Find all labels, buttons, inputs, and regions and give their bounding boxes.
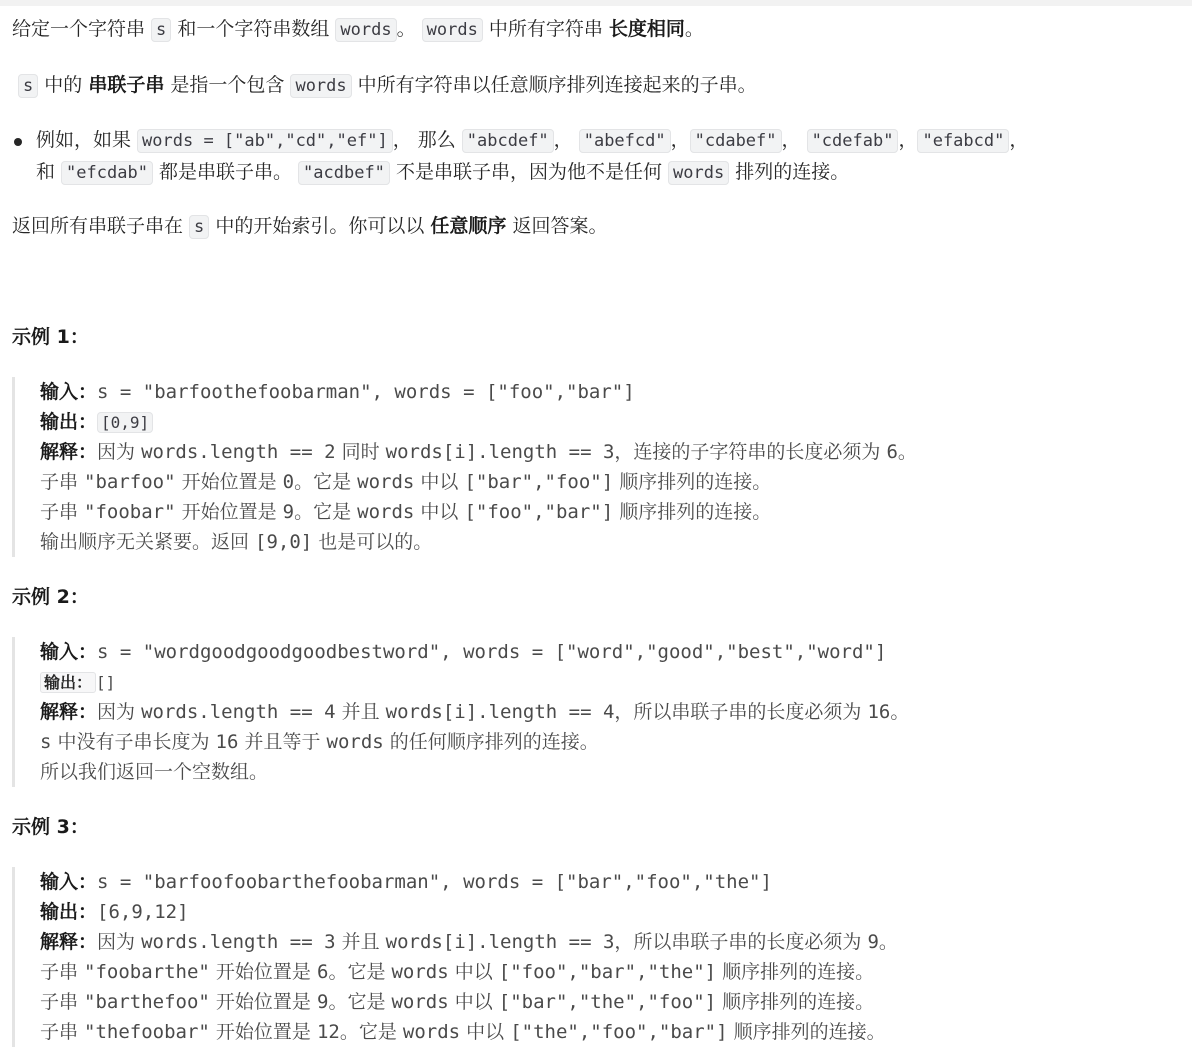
example-explain-line (40, 437, 917, 467)
example-2-heading: 示例 2： (12, 586, 89, 608)
text: 输出顺序无关紧要。返回 (40, 531, 256, 553)
text: 的任何顺序排列的连接。 (383, 731, 599, 753)
mono-text: words (402, 1021, 461, 1043)
inline-code: s (18, 74, 38, 98)
text: 因为 (97, 701, 142, 723)
inline-code: "efcdab" (61, 161, 153, 185)
mono-text: words (326, 731, 384, 753)
example-explain-line (40, 757, 909, 787)
text: 子串 (40, 501, 85, 523)
mono-text: "foobar" (84, 501, 176, 523)
text: 开始位置是 (175, 501, 283, 523)
text: ， (781, 129, 807, 151)
text: 并且 (335, 701, 386, 723)
text: 顺序排列的连接。 (716, 961, 875, 983)
mono-text: ["foo","bar","the"] (498, 961, 717, 983)
input-value: s = "barfoothefoobarman", words = ["foo","bar"] (97, 381, 635, 403)
text: 因为 (97, 441, 142, 463)
text: 给定一个字符串 (12, 18, 152, 40)
example-explain-line (40, 987, 898, 1017)
text: 顺序排列的连接。 (613, 471, 772, 493)
mono-text: 6 (886, 441, 898, 463)
example-output-line (40, 407, 917, 437)
example-input-line (40, 867, 898, 897)
inline-code: words (668, 161, 729, 185)
inline-code: "cdabef" (690, 129, 782, 153)
example-1-heading: 示例 1： (12, 326, 89, 348)
example-3-heading: 示例 3： (12, 816, 89, 838)
mono-text: "thefoobar" (84, 1021, 210, 1043)
explain-label: 解释： (40, 701, 98, 723)
mono-text: 6 (316, 961, 329, 983)
list-item-continued (36, 158, 849, 187)
intro-paragraph-1 (12, 15, 704, 44)
text: 都是串联子串。 (152, 161, 299, 183)
mono-text: words.length == 3 (141, 931, 336, 953)
inline-code: "acdbef" (298, 161, 390, 185)
text: 因为 (97, 931, 142, 953)
mono-text: "barthefoo" (84, 991, 210, 1013)
text: 。它是 (328, 961, 392, 983)
mono-text: words (391, 991, 449, 1013)
top-scroll-edge (0, 0, 1192, 6)
mono-text: 16 (215, 731, 239, 753)
text: 不是串联子串，因为他不是任何 (389, 161, 669, 183)
text: ，所以串联子串的长度必须为 (614, 701, 868, 723)
text: ， (898, 129, 918, 151)
example-explain-line (40, 1017, 898, 1047)
text: 开始位置是 (175, 471, 283, 493)
example-input-line (40, 377, 917, 407)
mono-text: words.length == 4 (141, 701, 336, 723)
mono-text: 9 (282, 501, 295, 523)
output-value: [6,9,12] (97, 901, 189, 923)
text: 所以我们返回一个空数组。 (40, 761, 269, 783)
text: 中以 (448, 961, 499, 983)
text: 中的开始索引。你可以以 (209, 215, 431, 237)
text: 中没有子串长度为 (51, 731, 216, 753)
input-value: s = "barfoofoobarthefoobarman", words = ["bar","foo","the"] (97, 871, 772, 893)
text: 中以 (460, 1021, 511, 1043)
text: 也是可以的。 (312, 531, 433, 553)
mono-text: "foobarthe" (84, 961, 210, 983)
mono-text: words (357, 501, 415, 523)
text: 。 (396, 18, 422, 40)
text: 例如，如果 (36, 129, 138, 151)
text: 和 (36, 161, 62, 183)
mono-text: ["bar","foo"] (464, 471, 614, 493)
text: 开始位置是 (209, 991, 317, 1013)
bold-text: 长度相同 (608, 18, 685, 40)
inline-code: words (335, 18, 396, 42)
text: 中的 (38, 74, 89, 96)
mono-text: s (40, 731, 52, 753)
text: 返回所有串联子串在 (12, 215, 190, 237)
text: 中所有字符串以任意顺序排列连接起来的子串。 (351, 74, 757, 96)
mono-text: 0 (282, 471, 295, 493)
text: ，连接的子字符串的长度必须为 (614, 441, 887, 463)
mono-text: words (357, 471, 415, 493)
mono-text: [9,0] (255, 531, 313, 553)
text: 。 (684, 18, 704, 40)
inline-code: s (151, 18, 171, 42)
inline-code: "efabcd" (917, 129, 1009, 153)
inline-code: s (189, 215, 209, 239)
text: 中以 (414, 471, 465, 493)
mono-text: 9 (867, 931, 879, 953)
mono-text: ["bar","the","foo"] (498, 991, 717, 1013)
output-value: [] (96, 673, 116, 692)
text: 是指一个包含 (164, 74, 291, 96)
intro-paragraph-2 (18, 71, 757, 100)
inline-code: words (422, 18, 483, 42)
intro-paragraph-3 (12, 212, 607, 241)
example-explain-line (40, 497, 917, 527)
text: 。它是 (294, 471, 358, 493)
text: ， (670, 129, 690, 151)
explain-label: 解释： (40, 441, 98, 463)
text: 并且 (335, 931, 386, 953)
list-item (36, 126, 1028, 155)
output-label: 输出： (40, 672, 96, 693)
text: 中所有字符串 (482, 18, 609, 40)
example-3-block (12, 867, 898, 1047)
example-1-block (12, 377, 917, 557)
mono-text: words[i].length == 3 (385, 931, 615, 953)
mono-text: words (391, 961, 449, 983)
text: 和一个字符串数组 (171, 18, 336, 40)
inline-code: words (290, 74, 351, 98)
bold-text: 任意顺序 (430, 215, 507, 237)
text: ，所以串联子串的长度必须为 (614, 931, 868, 953)
text: 中以 (414, 501, 465, 523)
inline-code: words = ["ab","cd","ef"] (137, 129, 393, 153)
text: 开始位置是 (209, 961, 317, 983)
inline-code: "abcdef" (462, 129, 554, 153)
example-output-line (40, 897, 898, 927)
text: 。 (897, 441, 917, 463)
bullet-dot-icon (14, 138, 22, 146)
text: ， (553, 129, 579, 151)
text: 排列的连接。 (729, 161, 850, 183)
text: 同时 (335, 441, 386, 463)
text: 子串 (40, 961, 85, 983)
text: 顺序排列的连接。 (613, 501, 772, 523)
example-explain-line (40, 527, 917, 557)
output-label: 输出： (40, 901, 98, 923)
output-value: [0,9] (97, 412, 153, 433)
text: ， 那么 (392, 129, 462, 151)
mono-text: "barfoo" (84, 471, 176, 493)
mono-text: ["the","foo","bar"] (510, 1021, 728, 1043)
mono-text: 12 (316, 1021, 340, 1043)
input-label: 输入： (40, 871, 98, 893)
text: 顺序排列的连接。 (716, 991, 875, 1013)
example-explain-line (40, 697, 909, 727)
text: 子串 (40, 471, 85, 493)
example-output-line (40, 667, 909, 697)
output-label: 输出： (40, 411, 98, 433)
mono-text: words.length == 2 (141, 441, 336, 463)
mono-text: 16 (867, 701, 891, 723)
text: 开始位置是 (209, 1021, 317, 1043)
mono-text: words[i].length == 4 (385, 701, 615, 723)
example-input-line (40, 637, 909, 667)
text: 子串 (40, 991, 85, 1013)
text: 。 (878, 931, 898, 953)
text: 子串 (40, 1021, 85, 1043)
text: ， (1009, 129, 1029, 151)
inline-code: "abefcd" (579, 129, 671, 153)
text: 顺序排列的连接。 (727, 1021, 886, 1043)
example-explain-line (40, 927, 898, 957)
text: 。它是 (339, 1021, 403, 1043)
text: 。它是 (328, 991, 392, 1013)
explain-label: 解释： (40, 931, 98, 953)
mono-text: 9 (316, 991, 329, 1013)
example-explain-line (40, 727, 909, 757)
mono-text: ["foo","bar"] (464, 501, 614, 523)
mono-text: words[i].length == 3 (385, 441, 615, 463)
input-label: 输入： (40, 641, 98, 663)
text: 。它是 (294, 501, 358, 523)
inline-code: "cdefab" (807, 129, 899, 153)
text: 返回答案。 (506, 215, 608, 237)
text: 并且等于 (238, 731, 327, 753)
input-value: s = "wordgoodgoodgoodbestword", words = ["word","good","best","word"] (97, 641, 887, 663)
bold-text: 串联子串 (88, 74, 165, 96)
text: 中以 (448, 991, 499, 1013)
text: 。 (890, 701, 910, 723)
input-label: 输入： (40, 381, 98, 403)
example-explain-line (40, 957, 898, 987)
example-2-block (12, 637, 909, 787)
example-explain-line (40, 467, 917, 497)
